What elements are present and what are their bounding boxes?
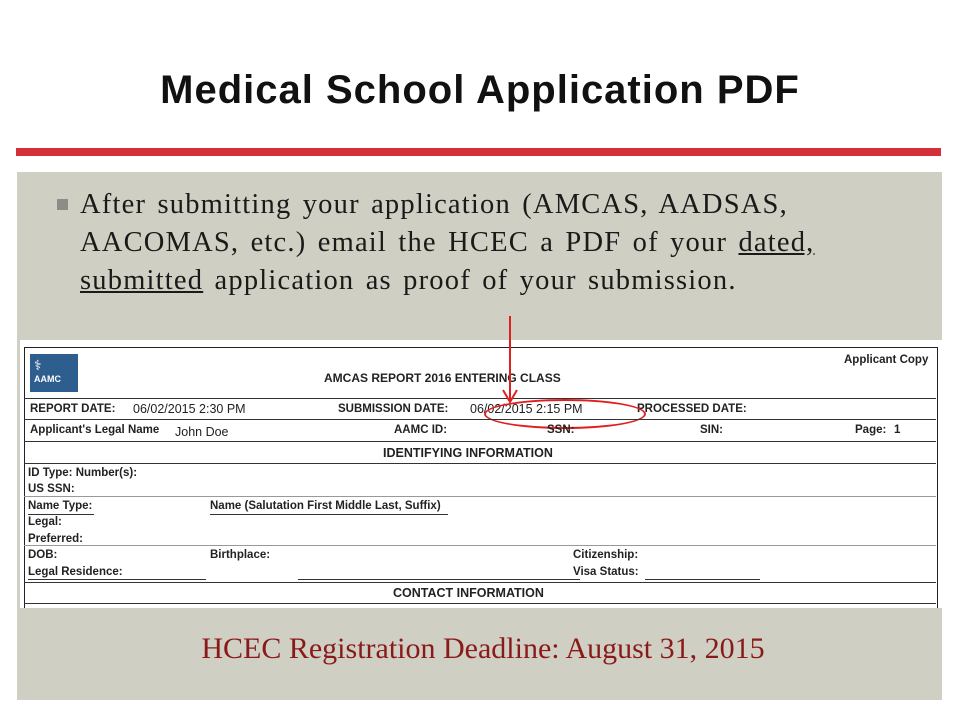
- submission-date-value: 06/02/2015 2:15 PM: [470, 402, 583, 416]
- slide-title: Medical School Application PDF: [160, 68, 800, 112]
- page-label: Page:: [855, 424, 887, 436]
- contact-info-header: CONTACT INFORMATION: [393, 586, 544, 600]
- processed-date-label: PROCESSED DATE:: [637, 403, 747, 415]
- bullet-text-start: After submitting your application (AMCAS, AADSAS, AACOMAS, etc.) email the HCEC a PDF of your: [80, 189, 788, 258]
- id-type-label: ID Type: Number(s):: [28, 467, 138, 479]
- underline: [645, 579, 760, 580]
- report-title: AMCAS REPORT 2016 ENTERING CLASS: [324, 371, 561, 385]
- ssn-label: SSN:: [547, 424, 575, 436]
- divider-line: [24, 463, 936, 464]
- bullet-text-end: application as proof of your submission.: [203, 265, 737, 296]
- name-type-label: Name Type:: [28, 500, 93, 512]
- report-date-value: 06/02/2015 2:30 PM: [133, 402, 246, 416]
- underline: [298, 579, 580, 580]
- underlined-dated: dated,: [738, 227, 815, 258]
- caduceus-icon: ⚕: [34, 357, 42, 373]
- title-divider: [16, 148, 941, 156]
- sin-label: SIN:: [700, 424, 723, 436]
- submission-date-label: SUBMISSION DATE:: [338, 403, 449, 415]
- divider-line: [24, 582, 936, 583]
- divider-line: [24, 419, 936, 420]
- aamc-logo: [30, 354, 78, 392]
- bullet-square-icon: [57, 199, 68, 210]
- underlined-submitted: submitted: [80, 265, 204, 296]
- aamc-id-label: AAMC ID:: [394, 424, 448, 436]
- underline: [28, 579, 206, 580]
- divider-line: [24, 545, 936, 546]
- legal-residence-label: Legal Residence:: [28, 566, 123, 578]
- bullet-text: [80, 186, 925, 300]
- legal-name-label: Applicant's Legal Name: [30, 424, 160, 436]
- applicant-copy-label: Applicant Copy: [844, 354, 929, 366]
- amcas-report-image: [20, 340, 942, 608]
- divider-line: [24, 398, 936, 399]
- report-date-label: REPORT DATE:: [30, 403, 116, 415]
- underline: [210, 514, 448, 515]
- name-format-label: Name (Salutation First Middle Last, Suffix): [210, 500, 441, 512]
- red-arrow-icon: [500, 314, 520, 406]
- divider-line: [24, 603, 936, 604]
- deadline-text: HCEC Registration Deadline: August 31, 2015: [201, 632, 765, 665]
- identifying-info-header: IDENTIFYING INFORMATION: [383, 446, 553, 460]
- logo-text: AAMC: [34, 374, 61, 384]
- preferred-label: Preferred:: [28, 533, 83, 545]
- visa-status-label: Visa Status:: [573, 566, 639, 578]
- citizenship-label: Citizenship:: [573, 549, 639, 561]
- us-ssn-label: US SSN:: [28, 483, 75, 495]
- legal-name-value: John Doe: [175, 425, 229, 439]
- form-frame: [24, 347, 938, 608]
- underline: [28, 514, 94, 515]
- birthplace-label: Birthplace:: [210, 549, 271, 561]
- divider-line: [24, 441, 936, 442]
- divider-line: [24, 496, 936, 497]
- page-number: 1: [894, 424, 901, 436]
- dob-label: DOB:: [28, 549, 58, 561]
- legal-label: Legal:: [28, 516, 62, 528]
